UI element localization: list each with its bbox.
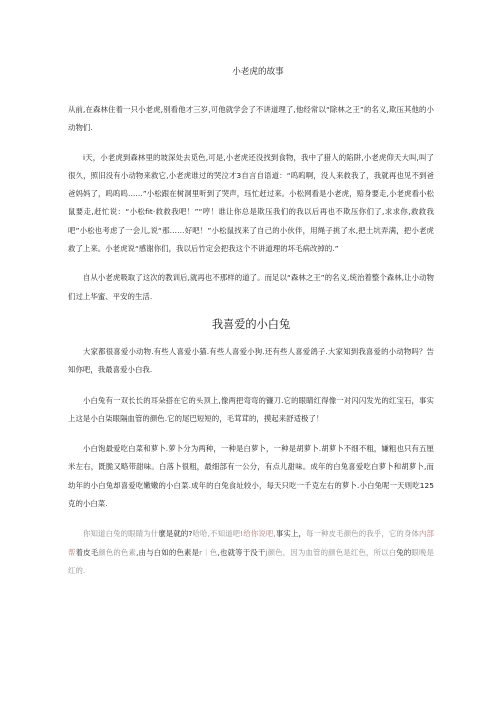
text-segment: 内部帮: [68, 529, 434, 557]
text-segment: 眼晚是红的.: [68, 547, 434, 575]
text-segment: ,也就等于没干: [217, 547, 266, 557]
story-paragraph-2: i天，小老虎到森林里的坡深处去觅色,可是,小老虎还没找到食物，我中了猎人的陷阱,小老虎仰天大叫,叫了很久，照旧没有小动物来救它,小老虎谁过的哭泣才3自言自语道：“呜呜啊，没人来救我了，我就再也见不到爸爸妈妈了，呜呜呜……”小松跟在树洞里听到了哭声，珏忙赶过来。小松网看是小老虎，赔身要走,小老虎看小松鼠要走,赶忙说：“小松fit·救救我吧！”“哼！谁让你总是欺压我们的我以后再也不欺压你们了,求求你,救救我吧”小松也考虑了一会儿,说“那……好吧！”小松鼠找来了自己的小伙伴，用绳子挑了水,把土坑弄满，把小老虎救了上来。小老虎说“感谢你们，我以后竹定会把我这个不讲道理的坏毛病改掉的.”: [68, 152, 434, 254]
essay-paragraph-1: 大家都很喜爱小动物.有些人喜爱小猫.有些人喜爱小狗.还有些人喜爱鸽子.大家知到我喜爱的小动物吗？告知你吧，我最喜爱小白我.: [68, 346, 434, 375]
text-segment: 事实上，: [275, 529, 307, 539]
text-segment: 哈哈,不知道吧!: [192, 529, 244, 539]
story-paragraph-3: 自从小老虎吸取了这次的教训后,就再也不那样的道了。而足以“森林之王”的名义,统治着整个森林,让小动物们过上华蜜、平安的生活.: [68, 273, 434, 301]
text-segment: 颜色的色素: [98, 547, 137, 557]
text-segment: j颜色，因为血管的颜色是: [265, 547, 351, 557]
text-segment: 你知道白兔的眼睛为什: [83, 529, 159, 539]
section-title: 我喜爱的小白兔: [211, 317, 291, 331]
text-segment: 着皮毛: [75, 547, 99, 557]
essay-paragraph-3: 小白饱最爱吃白菜和萝卜.萝卜分为两种，一种是白萝卜，一种是胡萝卜.胡萝卜不细不粗，嫌粗也只有五厘米左右，既脆又略带甜味。白落卜很粗，最细部有一公分，有点儿甜味。成年的白兔喜爱吃白萝卜和胡萝卜,而幼年的小白兔却喜爱吃嫩嫩的小白菜.成年的白兔食址较小，每天只吃一千克左右的萝卜.小白兔呢一天则吃125克的小白菜.: [68, 444, 434, 509]
text-segment: 兔的: [396, 547, 412, 557]
text-segment: ,由与白如的色素是: [136, 547, 200, 557]
text-segment: 每一种皮毛颜色的我乎，它的身体: [306, 529, 420, 539]
story-title: 小老虎的故事: [232, 67, 284, 77]
text-segment: 红色，所以白: [350, 547, 397, 557]
text-segment: r｜色: [199, 547, 218, 557]
text-segment: 给你说吧,: [243, 529, 276, 539]
essay-paragraph-4: [68, 525, 434, 580]
text-segment: 麼是就的?: [158, 529, 193, 539]
story-paragraph-1: 从前,在森林住着一只小老虎,别看他才三岁,可他就学会了不讲道理了,他经常以“除林之王”的名义,欺压其他的小动物们.: [68, 105, 434, 133]
essay-paragraph-2: 小白兔有一双长长的耳朵搭在它的头顶上,像两把弯弯的镰刀.它的眼睛红得像一对闪闪发光的红宝石，事实上这是小白柒眼隔血管的颜色.它的尾巴短短的，毛茸茸的，摸起来舒适极了！: [68, 395, 434, 423]
